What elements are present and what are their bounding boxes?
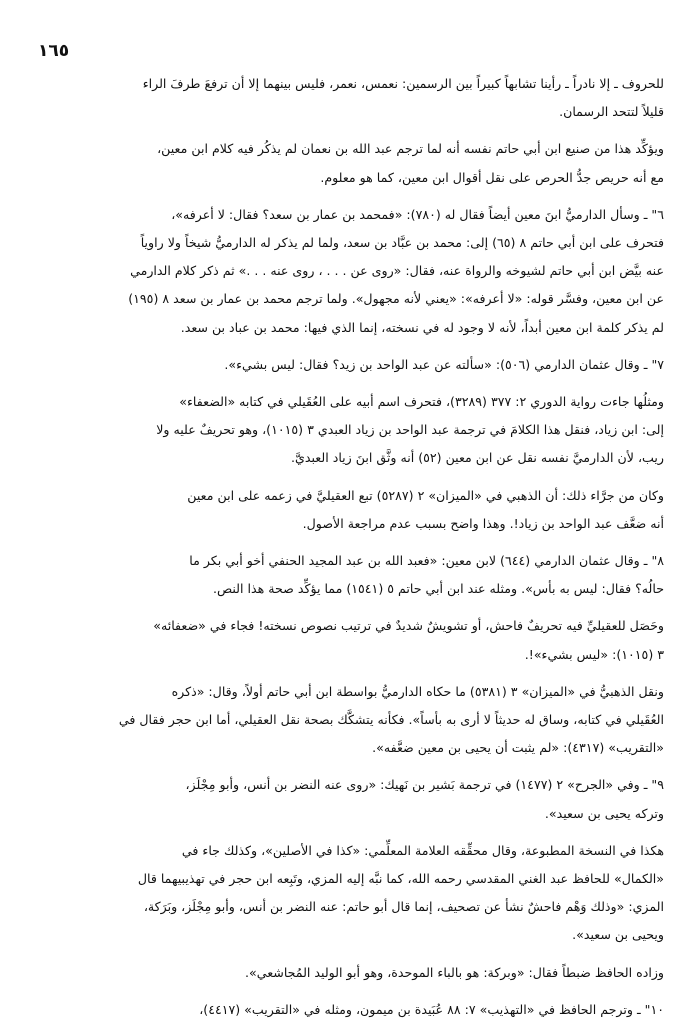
text-line: وحَصَل للعقيليِّ فيه تحريفٌ فاحش، أو تشويشٌ شديدٌ في ترتيب نصوص نسخته! فجاء في «ضعفائه» <box>153 618 664 634</box>
text-line: وزاده الحافظ ضبطاً فقال: «وبركة: هو بالباء الموحدة، وهو أبو الوليد المُجاشعي». <box>244 964 664 980</box>
paragraph <box>38 771 664 827</box>
paragraph <box>38 351 664 379</box>
text-line: ٨" ـ وقال عثمان الدارمي (٦٤٤) لابن معين: «فعبد الله بن عبد المجيد الحنفي أخو أبي بكر ما <box>189 553 664 569</box>
text-line: ويؤكِّد هذا من صنيع ابن أبي حاتم نفسه أنه لما ترجم عبد الله بن نعمان لم يذكُر فيه كلام ابن معين، <box>157 141 664 157</box>
text-line: ٧" ـ وقال عثمان الدارمي (٥٠٦): «سألته عن عبد الواحد بن زيد؟ فقال: ليس بشيء». <box>224 356 664 372</box>
text-line: لم يذكر كلمة ابن معين أبداً، لأنه لا وجود له في نسخته، إنما الذي فيها: محمد بن عباد بن سعد. <box>180 319 664 335</box>
text-line: «الكمال» للحافظ عبد الغني المقدسي رحمه الله، كما نبَّه إليه المزي، وتَبِعه ابن حجر في تهذيبيهما قال <box>137 871 664 887</box>
text-line: وكان من جرَّاء ذلك: أن الذهبي في «الميزان» ٢ (٥٢٨٧) تبع العقيليَّ في زعمه على ابن معين <box>187 487 664 503</box>
text-line: «التقريب» (٤٣١٧): «لم يثبت أن يحيى بن معين ضعَّفه». <box>372 740 664 756</box>
paragraph <box>38 388 664 473</box>
paragraph <box>38 678 664 763</box>
text-line: فتحرف على ابن أبي حاتم ٨ (٦٥) إلى: محمد بن عبَّاد بن سعد، ولما لم يذكر له الدارميُّ شيخاً ولا راوياً <box>140 235 664 251</box>
text-line: أنه ضعَّف عبد الواحد بن زياد!. وهذا واضح بسبب عدم مراجعة الأصول. <box>302 515 664 531</box>
paragraph <box>38 70 664 126</box>
text-line: العُقَيلي في كتابه، وساق له حديثاً لا أرى به بأساً». فكأنه يتشكَّك بصحة نقل العقيلي، أما ابن حجر فقال في <box>118 712 664 728</box>
page-number: ١٦٥ <box>38 41 70 61</box>
text-line: مع أنه حريص جدُّ الحرص على نقل أقوال ابن معين، كما هو معلوم. <box>320 169 664 185</box>
text-line: ونقل الذهبيُّ في «الميزان» ٣ (٥٣٨١) ما حكاه الدارميُّ بواسطة ابن أبي حاتم أولاً، وقال: «ذكره <box>171 683 664 699</box>
text-line: المزي: «وذلك وَهْم فاحشٌ نشأ عن تصحيف، إنما قال أبو حاتم: عنه النضر بن أنس، وأبو مِجْلَز، وبَرَكة، <box>143 899 664 915</box>
text-line: حالُه؟ فقال: ليس به بأس». ومثله عند ابن أبي حاتم ٥ (١٥٤١) مما يؤكِّد صحة هذا النص. <box>212 581 664 597</box>
text-line: ريب، لأن الدارميَّ نفسه نقل عن ابن معين (٥٢) أنه وثَّق ابنَ زياد العبديَّ. <box>291 450 664 466</box>
paragraph <box>38 959 664 987</box>
text-line: ومثلُها جاءت رواية الدوري ٢: ٣٧٧ (٣٢٨٩)، فتحرف اسم أبيه على العُقَيلي في كتابه «الضعفاء» <box>179 394 664 410</box>
text-line: عن ابن معين، وفسَّر قوله: «لا أعرفه»: «يعني لأنه مجهول». ولما ترجم محمد بن عمار بن سعد ٨ (١٩٥) <box>128 291 664 307</box>
text-line: ٦" ـ وسأل الدارميُّ ابنَ معين أيضاً فقال له (٧٨٠): «فمحمد بن عمار بن سعد؟ فقال: لا أعرفه»، <box>171 206 664 222</box>
text-line: للحروف ـ إلا نادراً ـ رأينا تشابهاً كبيراً بين الرسمين: نعمس، نعمر، فليس بينهما إلا أن ترفعَ طرفَ الراء <box>142 76 664 91</box>
paragraph <box>38 547 664 603</box>
paragraph <box>38 837 664 950</box>
text-line: ٩" ـ وفي «الجرح» ٢ (١٤٧٧) في ترجمة بَشير بن نَهيك: «روى عنه النضر بن أنس، وأبو مِجْلَز، <box>185 777 664 793</box>
text-line: قليلاً لتتحد الرسمان. <box>559 104 664 120</box>
paragraph <box>38 135 664 191</box>
text-line: إلى: ابن زياد، فنقل هذا الكلامَ في ترجمة عبد الواحد بن زياد العبدي ٣ (١٠١٥)، وهو تحريفٌ عليه ولا <box>156 422 664 438</box>
paragraph <box>38 482 664 538</box>
paragraph <box>38 612 664 668</box>
text-line: هكذا في النسخة المطبوعة، وقال محقِّقه العلامة المعلِّمي: «كذا في الأصلين»، وكذلك جاء في <box>181 842 664 858</box>
text-line: ١٠" ـ وترجم الحافظ في «التهذيب» ٧: ٨٨ عُبَيدة بن ميمون، ومثله في «التقريب» (٤٤١٧)، <box>199 1001 664 1017</box>
text-line: ٣ (١٠١٥): «ليس بشيء»!. <box>524 646 664 662</box>
paragraph <box>38 996 664 1024</box>
text-line: وتركه يحيى بن سعيد». <box>544 805 664 821</box>
text-line: عنه بيَّض ابن أبي حاتم لشيوخه والرواة عنه، فقال: «روى عن . . . ، روى عنه . . .» ثم ذكر كلام الدارمي <box>130 263 664 279</box>
text-line: ويحيى بن سعيد». <box>572 927 664 943</box>
paragraph <box>38 201 664 342</box>
